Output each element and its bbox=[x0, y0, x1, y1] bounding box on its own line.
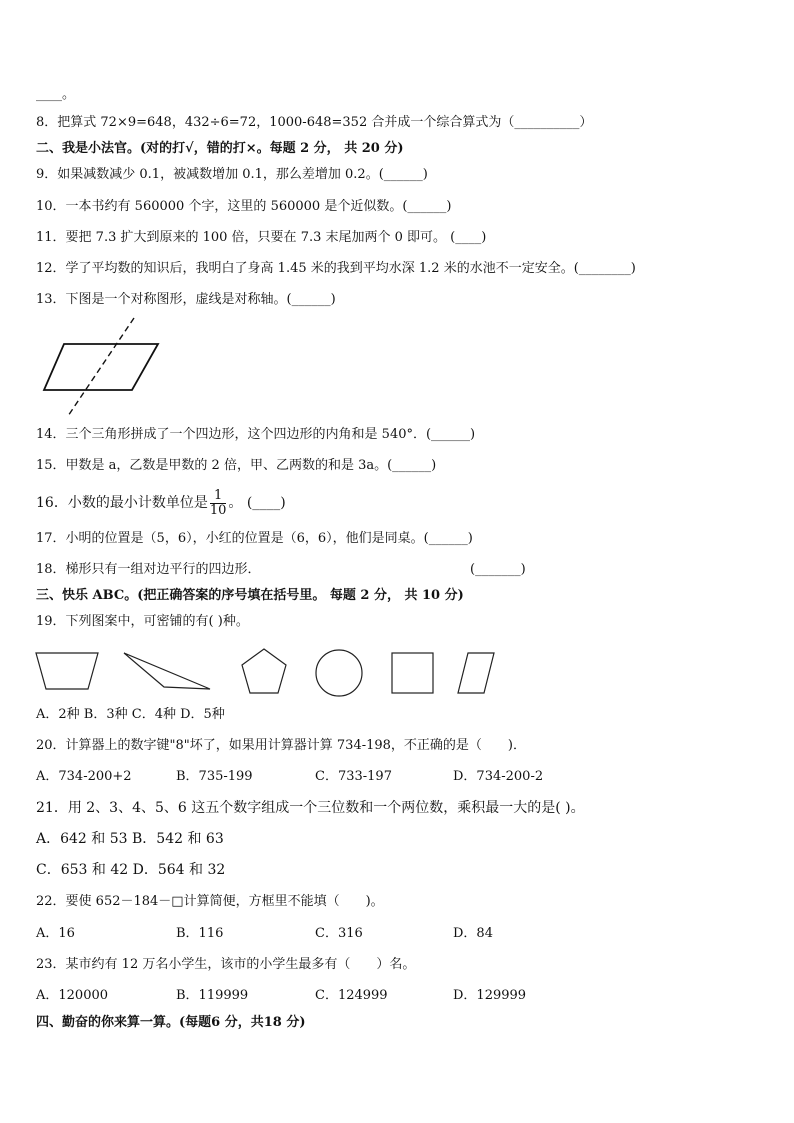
question-12: 12．学了平均数的知识后，我明白了身高 1.45 米的我到平均水深 1.2 米的水池不一定安全。(________) bbox=[36, 261, 636, 276]
question-10: 10．一本书约有 560000 个字，这里的 560000 是个近似数。(______) bbox=[36, 199, 452, 214]
question-16 bbox=[36, 486, 286, 520]
tiling-shapes-figure bbox=[30, 643, 510, 703]
question-18: 18．梯形只有一组对边平行的四边形． bbox=[36, 562, 261, 577]
question-20: 20．计算器上的数字键"8"坏了，如果用计算器计算 734-198，不正确的是（ )． bbox=[36, 738, 526, 753]
trapezoid-shape bbox=[36, 653, 98, 689]
triangle-shape bbox=[124, 653, 210, 689]
options-21-ab: A．642 和 53 B．542 和 63 bbox=[36, 831, 224, 847]
section-4-title: 四、勤奋的你来算一算。(每题6 分，共18 分) bbox=[36, 1015, 306, 1030]
question-17: 17．小明的位置是（5，6），小红的位置是（6，6），他们是同桌。(______) bbox=[36, 531, 473, 546]
option-20-d: D．734-200-2 bbox=[453, 769, 544, 784]
option-22-a: A．16 bbox=[36, 926, 75, 941]
fraction-denominator: 10 bbox=[209, 502, 227, 518]
section-3-title: 三、快乐 ABC。(把正确答案的序号填在括号里。 每题 2 分， 共 10 分) bbox=[36, 588, 464, 603]
option-22-c: C．316 bbox=[315, 926, 363, 941]
question-11: 11．要把 7.3 扩大到原来的 100 倍，只要在 7.3 末尾加两个 0 即可。 (____) bbox=[36, 230, 487, 245]
parallelogram-figure bbox=[36, 316, 166, 418]
option-23-b: B．119999 bbox=[176, 988, 249, 1003]
option-22-b: B．116 bbox=[176, 926, 224, 941]
options-21-cd: C．653 和 42 D．564 和 32 bbox=[36, 862, 226, 878]
question-9: 9．如果减数减少 0.1，被减数增加 0.1，那么差增加 0.2。(______) bbox=[36, 167, 428, 182]
fraction bbox=[210, 489, 227, 518]
square-shape bbox=[392, 653, 433, 693]
pentagon-shape bbox=[242, 649, 286, 693]
question-19: 19．下列图案中，可密铺的有( )种。 bbox=[36, 614, 249, 629]
option-20-c: C．733-197 bbox=[315, 769, 392, 784]
question-18-blank: (_______) bbox=[470, 562, 526, 577]
section-2-title: 二、我是小法官。(对的打√，错的打×。每题 2 分， 共 20 分) bbox=[36, 141, 404, 156]
option-20-b: B．735-199 bbox=[176, 769, 253, 784]
question-8: 8．把算式 72×9=648，432÷6=72，1000-648=352 合并成一个综合算式为（__________） bbox=[36, 115, 593, 130]
option-23-a: A．120000 bbox=[36, 988, 109, 1003]
question-23: 23．某市约有 12 万名小学生，该市的小学生最多有（ ）名。 bbox=[36, 957, 416, 972]
option-20-a: A．734-200+2 bbox=[36, 769, 132, 784]
question-22: 22．要使 652－184－□计算简便，方框里不能填（ )。 bbox=[36, 894, 384, 909]
question-21: 21．用 2、3、4、5、6 这五个数字组成一个三位数和一个两位数，乘积最一大的是( )。 bbox=[36, 800, 585, 816]
question-19-options: A．2种 B．3种 C．4种 D．5种 bbox=[36, 707, 225, 722]
circle-shape bbox=[316, 650, 362, 696]
question-16-tail: 。 (____) bbox=[228, 495, 286, 511]
question-14: 14．三个三角形拼成了一个四边形，这个四边形的内角和是 540°．(______) bbox=[36, 427, 476, 442]
option-23-d: D．129999 bbox=[453, 988, 527, 1003]
option-23-c: C．124999 bbox=[315, 988, 388, 1003]
text-line: ____。 bbox=[36, 87, 76, 102]
fraction-numerator: 1 bbox=[210, 489, 227, 504]
question-16-text: 16．小数的最小计数单位是 bbox=[36, 495, 208, 511]
parallelogram-shape bbox=[458, 653, 494, 693]
question-13: 13．下图是一个对称图形，虚线是对称轴。(______) bbox=[36, 292, 336, 307]
option-22-d: D．84 bbox=[453, 926, 493, 941]
question-15: 15．甲数是 a，乙数是甲数的 2 倍，甲、乙两数的和是 3a。(______) bbox=[36, 458, 437, 473]
